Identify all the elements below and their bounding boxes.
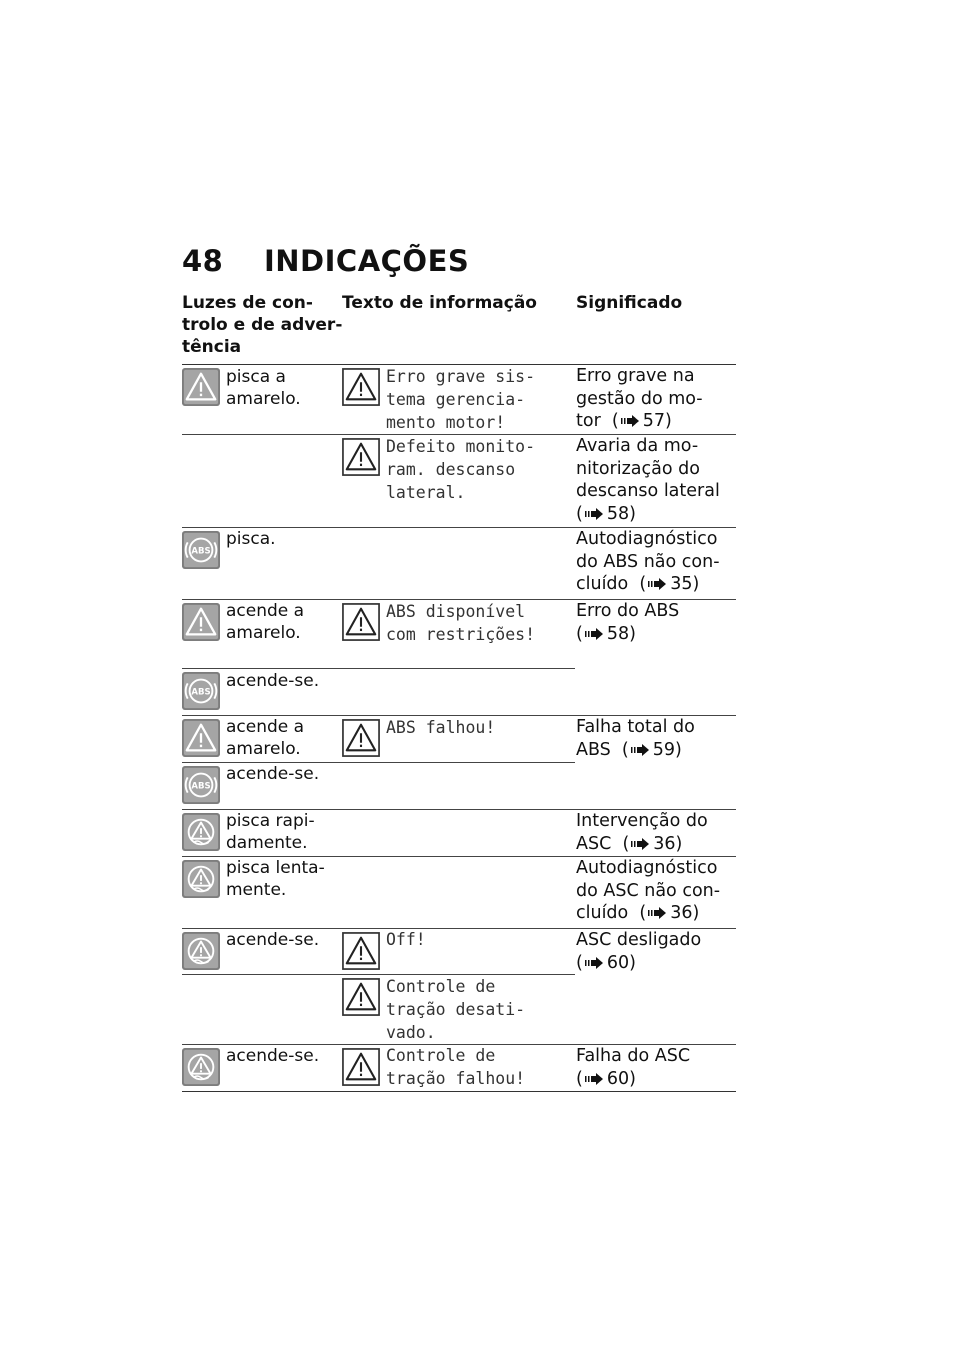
row-message-line: tema gerencia- [386, 390, 526, 409]
asc-icon [182, 860, 220, 898]
page-reference[interactable]: 58) [606, 623, 636, 644]
general-warning-triangle-icon [342, 603, 380, 641]
row-meaning [576, 1045, 690, 1090]
row-message [386, 600, 535, 646]
ref-open: ( [639, 903, 647, 923]
row-meaning-line: Erro grave na [576, 366, 695, 386]
warning-triangle-icon [182, 719, 220, 757]
page-reference[interactable]: 60) [606, 1068, 636, 1089]
row-status-line: pisca a [226, 367, 286, 387]
row-message [386, 1044, 525, 1090]
row-meaning-line: Intervenção do [576, 811, 708, 831]
row-message-line: ABS disponível [386, 602, 526, 621]
page-reference[interactable]: 58) [606, 503, 636, 524]
row-meaning-line: Falha do ASC [576, 1046, 691, 1066]
row-meaning-line: do ABS não con- [576, 551, 720, 572]
asc-icon [182, 932, 220, 970]
row-meaning-line: ABS [576, 739, 611, 760]
page-reference[interactable]: 36) [670, 903, 700, 923]
general-warning-triangle-icon [342, 932, 380, 970]
row-message [386, 716, 495, 739]
page-header [182, 244, 469, 278]
page-reference[interactable]: 59) [652, 739, 682, 760]
row-meaning [576, 929, 701, 974]
row-message-line: Controle de [386, 977, 496, 996]
row-message-line: Controle de [386, 1046, 496, 1065]
row-status-line: amarelo. [226, 623, 301, 643]
row-message-line: com restrições! [386, 625, 536, 644]
page-reference[interactable]: 36) [653, 833, 683, 854]
row-status-line: acende a [226, 717, 305, 737]
page-reference-arrow-icon [585, 1073, 603, 1085]
row-message-line: tração falhou! [386, 1069, 526, 1088]
row-status-line: amarelo. [226, 739, 301, 759]
row-meaning [576, 716, 695, 761]
page-reference-arrow-icon [585, 957, 603, 969]
row-status-line: acende a [226, 601, 305, 621]
row-message-line: tração desati- [386, 1000, 526, 1019]
column-header-lamps [182, 292, 342, 358]
row-meaning [576, 600, 679, 645]
row-meaning-line: descanso lateral [576, 481, 720, 501]
general-warning-triangle-icon [342, 438, 380, 476]
row-status [226, 810, 315, 854]
row-message-line: ram. descanso [386, 460, 516, 479]
page-reference-arrow-icon [631, 744, 649, 756]
row-message [386, 975, 525, 1044]
general-warning-triangle-icon [342, 978, 380, 1016]
row-status [226, 670, 319, 692]
row-meaning [576, 528, 720, 596]
page-reference-arrow-icon [585, 508, 603, 520]
row-meaning-line: Erro do ABS [576, 601, 680, 621]
table-rule [182, 1091, 736, 1092]
ref-open: ( [611, 411, 619, 431]
row-meaning [576, 810, 708, 855]
page-reference-arrow-icon [585, 628, 603, 640]
ref-open: ( [639, 574, 647, 594]
page-reference[interactable]: 35) [670, 574, 700, 594]
row-meaning-line: Avaria da mo- [576, 436, 699, 456]
row-status [226, 716, 304, 760]
row-meaning-line: tor [576, 411, 601, 431]
row-message-line: Erro grave sis- [386, 367, 536, 386]
abs-icon [182, 766, 220, 804]
row-status-line: acende-se. [226, 930, 320, 950]
page-reference-arrow-icon [631, 838, 649, 850]
row-meaning-line: do ASC não con- [576, 880, 721, 901]
ref-open: ( [576, 503, 583, 524]
page-reference-arrow-icon [621, 415, 639, 427]
row-status-line: mente. [226, 880, 287, 900]
page-title: INDICAÇÕES [264, 244, 470, 278]
row-meaning-line: Autodiagnóstico [576, 529, 718, 549]
row-message-line: vado. [386, 1023, 436, 1042]
row-meaning [576, 435, 720, 525]
row-status-line: amarelo. [226, 389, 301, 409]
column-header-lamps-line: tência [182, 337, 242, 357]
row-status [226, 763, 319, 785]
row-meaning [576, 365, 703, 433]
column-header-lamps-line: trolo e de adver- [182, 315, 343, 335]
row-message-line: ABS falhou! [386, 718, 496, 737]
ref-open: ( [621, 739, 629, 760]
page-reference-arrow-icon [648, 578, 666, 590]
row-meaning-line: cluído [576, 574, 629, 594]
row-message [386, 928, 426, 951]
ref-open: ( [622, 833, 630, 854]
warning-triangle-icon [182, 603, 220, 641]
abs-icon [182, 672, 220, 710]
row-meaning-line: gestão do mo- [576, 388, 703, 409]
row-status-line: acende-se. [226, 764, 320, 784]
page-reference[interactable]: 57) [642, 411, 672, 431]
general-warning-triangle-icon [342, 1048, 380, 1086]
general-warning-triangle-icon [342, 368, 380, 406]
row-message [386, 365, 535, 434]
row-status [226, 929, 319, 951]
ref-open: ( [576, 952, 583, 973]
row-status [226, 857, 325, 901]
page-number: 48 [182, 244, 224, 278]
row-status-line: pisca. [226, 529, 276, 549]
ref-open: ( [576, 1068, 583, 1089]
page-reference[interactable]: 60) [606, 952, 636, 973]
row-status-line: pisca rapi- [226, 811, 315, 831]
row-message-line: lateral. [386, 483, 466, 502]
row-meaning-line: ASC [576, 833, 612, 854]
page-reference-arrow-icon [648, 907, 666, 919]
table-rule [182, 668, 575, 669]
row-message-line: mento motor! [386, 413, 506, 432]
row-status-line: pisca lenta- [226, 858, 325, 878]
row-meaning-line: Falha total do [576, 717, 695, 737]
row-status [226, 600, 304, 644]
row-status-line: damente. [226, 833, 308, 853]
ref-open: ( [576, 623, 583, 644]
row-status-line: acende-se. [226, 1046, 320, 1066]
row-meaning [576, 857, 720, 925]
row-message [386, 435, 535, 504]
row-message-line: Defeito monito- [386, 437, 536, 456]
column-header-meaning: Significado [576, 293, 683, 313]
warning-triangle-icon [182, 368, 220, 406]
row-meaning-line: cluído [576, 903, 629, 923]
asc-icon [182, 1048, 220, 1086]
row-meaning-line: nitorização do [576, 458, 700, 479]
row-status-line: acende-se. [226, 671, 320, 691]
row-meaning-line: Autodiagnóstico [576, 858, 718, 878]
row-status [226, 1045, 319, 1067]
row-message-line: Off! [386, 930, 426, 949]
column-header-info: Texto de informação [342, 293, 537, 313]
general-warning-triangle-icon [342, 719, 380, 757]
asc-icon [182, 813, 220, 851]
row-meaning-line: ASC desligado [576, 930, 702, 950]
row-status [226, 528, 276, 550]
row-status [226, 366, 301, 410]
abs-icon [182, 531, 220, 569]
column-header-lamps-line: Luzes de con- [182, 293, 313, 313]
